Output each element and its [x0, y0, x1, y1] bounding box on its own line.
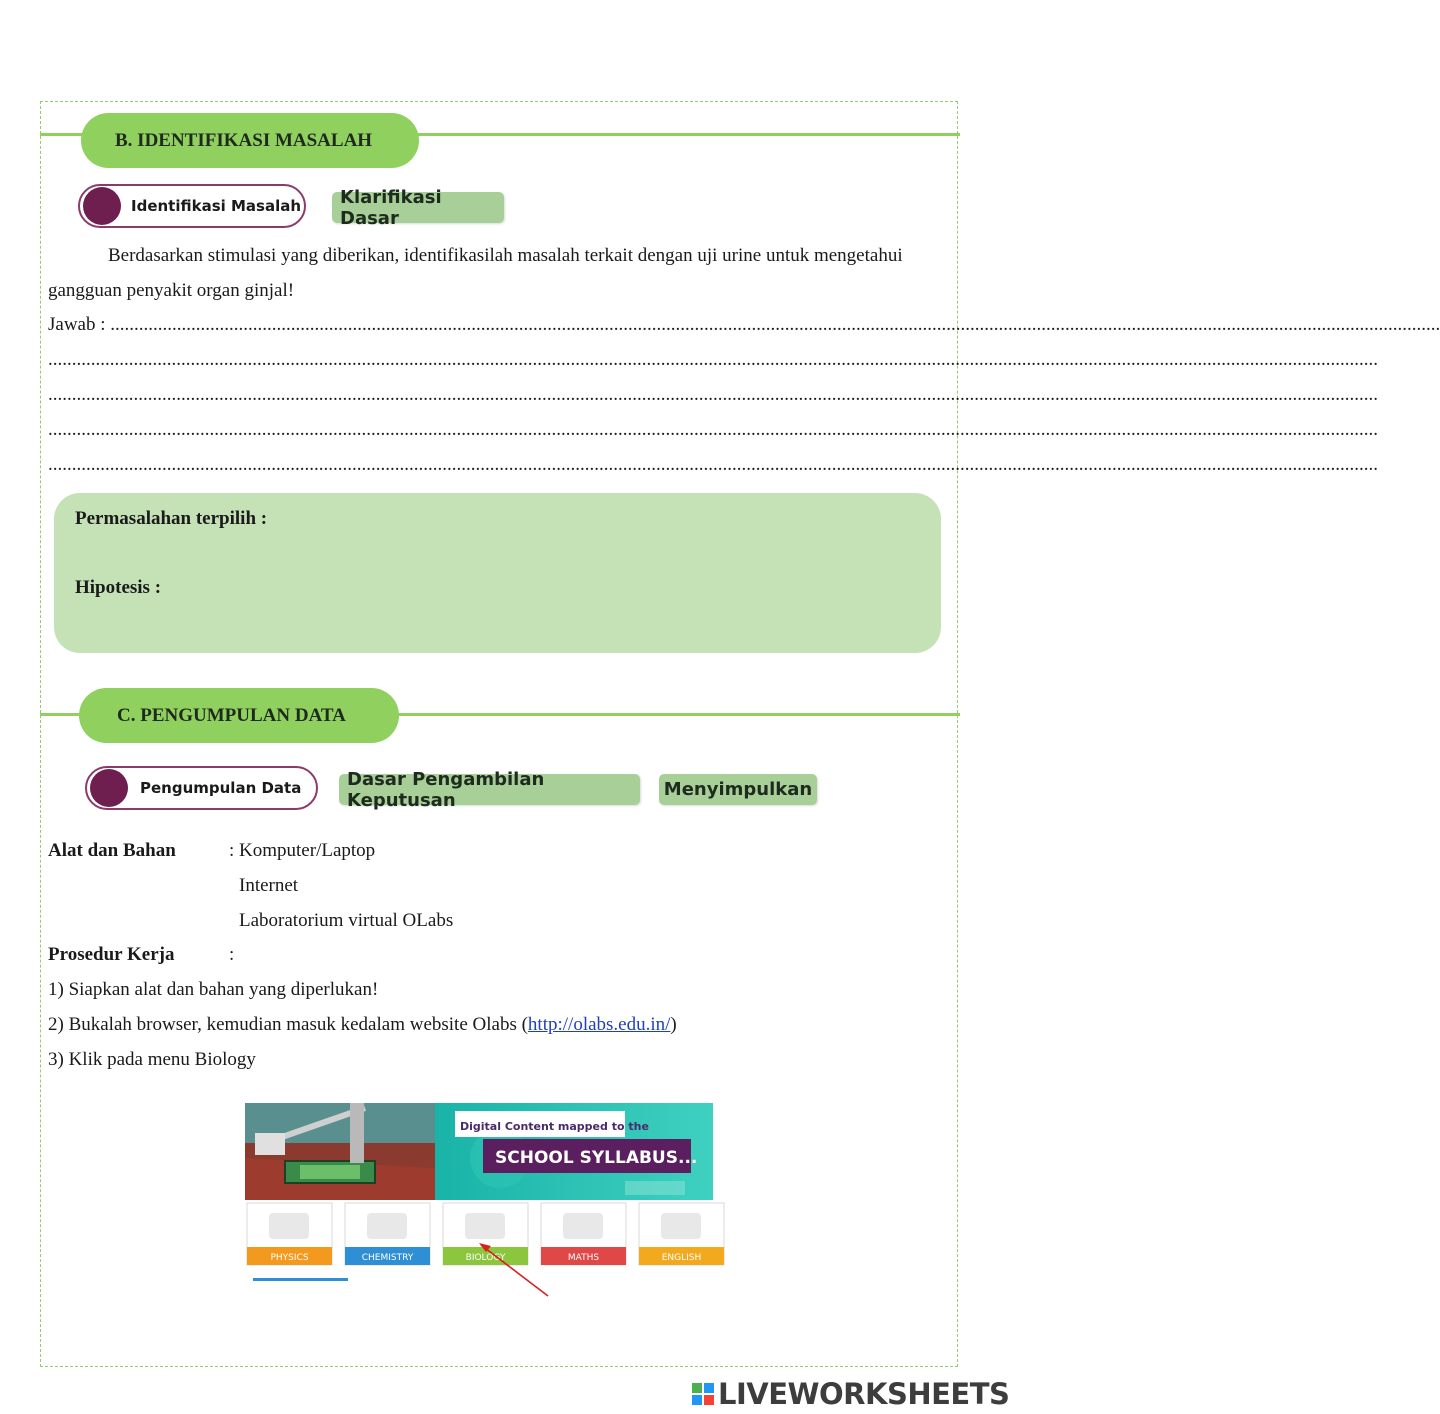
- tools-item-1-text: Komputer/Laptop: [239, 840, 376, 861]
- answer-line-3[interactable]: ........................................................................................................................................................................................................................................................................................: [48, 384, 1378, 405]
- olabs-screenshot: [245, 1103, 713, 1283]
- step-tag-dasar-pengambilan-keputusan: [339, 768, 640, 811]
- tools-item-3: Laboratorium virtual OLabs: [239, 910, 454, 931]
- answer-line-5[interactable]: ........................................................................................................................................................................................................................................................................................: [48, 454, 1378, 475]
- subject-tile-icon: [367, 1213, 407, 1239]
- procedure-step-2-text: 2) Bukalah browser, kemudian masuk kedalam website Olabs (: [48, 1014, 528, 1035]
- hypothesis-label: Hipotesis :: [75, 577, 162, 598]
- step-dot-icon: [90, 769, 128, 807]
- banner-line-2: SCHOOL SYLLABUS...: [495, 1148, 698, 1168]
- banner-decor-bar: [625, 1181, 685, 1195]
- tools-item-1: [229, 840, 375, 862]
- banner-apparatus-plate: [300, 1165, 360, 1179]
- answer-label: Jawab :: [48, 314, 111, 335]
- subject-tile-label: CHEMISTRY: [361, 1253, 414, 1263]
- subject-tile-icon: [269, 1213, 309, 1239]
- procedure-step-2: [48, 1014, 677, 1036]
- step-tag-klarifikasi-dasar: [332, 186, 504, 229]
- section-b-title-text: B. IDENTIFIKASI MASALAH: [115, 129, 373, 151]
- subject-tile-icon: [465, 1213, 505, 1239]
- subject-tile-label: MATHS: [567, 1253, 600, 1263]
- olabs-screenshot-svg: [245, 1103, 713, 1283]
- subject-tile-label: ENGLISH: [661, 1253, 702, 1263]
- section-c-title: [79, 688, 399, 743]
- step-tag-label: Menyimpulkan: [663, 779, 813, 800]
- logo-grid-icon: [692, 1383, 714, 1405]
- procedure-step-3: 3) Klik pada menu Biology: [48, 1049, 256, 1070]
- answer-dots: ........................................................................................................................................................................................................................................................................................: [110, 314, 1440, 335]
- instruction-paragraph: [48, 238, 954, 308]
- liveworksheets-logo: [692, 1377, 1009, 1411]
- step-dot-icon: [83, 187, 121, 225]
- answer-line-2[interactable]: ........................................................................................................................................................................................................................................................................................: [48, 349, 1378, 370]
- step-tag-menyimpulkan: [659, 774, 817, 805]
- olabs-link[interactable]: http://olabs.edu.in/: [527, 1014, 671, 1035]
- tab-underline: [253, 1278, 348, 1281]
- procedure-step-1: 1) Siapkan alat dan bahan yang diperlukan!: [48, 979, 379, 1000]
- step-identifikasi-masalah: [78, 184, 306, 228]
- step-pengumpulan-data: [85, 766, 318, 810]
- step-tag-label: Dasar Pengambilan Keputusan: [347, 768, 545, 811]
- section-b-title: [81, 113, 419, 168]
- answer-line-1[interactable]: [48, 314, 1440, 336]
- instruction-line-2: gangguan penyakit organ ginjal!: [48, 280, 295, 301]
- tools-label: Alat dan Bahan: [48, 840, 176, 861]
- subject-tile-label: PHYSICS: [270, 1253, 309, 1263]
- procedure-colon: :: [229, 944, 235, 965]
- section-c-title-text: C. PENGUMPULAN DATA: [117, 704, 346, 726]
- banner-apparatus-clamp: [255, 1133, 285, 1155]
- subject-tiles: [247, 1203, 724, 1265]
- step-main-label: Pengumpulan Data: [140, 779, 302, 797]
- subject-tile-label: BIOLOGY: [465, 1253, 506, 1263]
- subject-tile-icon: [563, 1213, 603, 1239]
- instruction-line-1: Berdasarkan stimulasi yang diberikan, identifikasilah masalah terkait dengan uji urine untuk mengetahui: [108, 245, 903, 266]
- step-main-label: Identifikasi Masalah: [131, 197, 302, 215]
- logo-text: LIVEWORKSHEETS: [718, 1377, 1010, 1411]
- procedure-label: Prosedur Kerja: [48, 944, 175, 965]
- banner-line-1: Digital Content mapped to the: [460, 1120, 649, 1133]
- procedure-step-2-suffix: ): [670, 1014, 677, 1035]
- tools-colon: :: [229, 840, 240, 861]
- step-tag-label: Klarifikasi Dasar: [340, 186, 442, 229]
- subject-tile-icon: [661, 1213, 701, 1239]
- banner-apparatus-stand: [350, 1103, 364, 1163]
- answer-line-4[interactable]: ........................................................................................................................................................................................................................................................................................: [48, 419, 1378, 440]
- tools-item-2: Internet: [239, 875, 299, 896]
- problem-label: Permasalahan terpilih :: [75, 508, 268, 529]
